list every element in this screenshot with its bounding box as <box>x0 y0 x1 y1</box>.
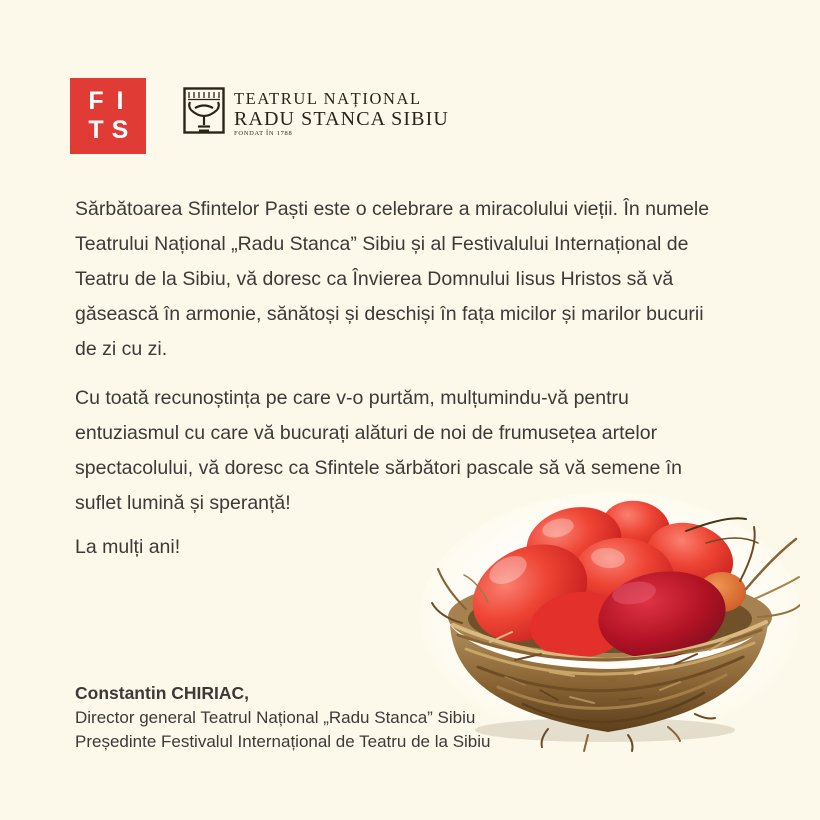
message-line: găsească în armonie, sănătoși și deschiși în fața micilor și marilor bucurii <box>75 303 704 325</box>
message-line: La mulți ani! <box>75 536 181 558</box>
message-line: Cu toată recunoștința pe care v-o purtăm, mulțumindu-vă pentru <box>75 387 629 409</box>
signatory-name: Constantin CHIRIAC, <box>75 683 250 703</box>
signature-block <box>75 681 491 754</box>
paragraph-1 <box>75 192 755 367</box>
theatre-founded-label: FONDAT ÎN 1788 <box>234 130 293 137</box>
message-line: Teatru de la Sibiu, vă doresc ca Învierea Domnului Iisus Hristos să vă <box>75 268 674 290</box>
message-line: de zi cu zi. <box>75 338 168 360</box>
fits-letter: I <box>116 87 124 115</box>
message-line: suflet lumină și speranță! <box>75 492 291 514</box>
theatre-name-line2: RADU STANCA SIBIU <box>234 108 449 130</box>
theatre-emblem-icon <box>183 87 225 139</box>
message-line: spectacolului, vă doresc ca Sfintele sărbători pascale să vă semene în <box>75 457 682 479</box>
signatory-title-2: Președinte Festivalul Internațional de Teatru de la Sibiu <box>75 732 491 751</box>
theatre-logo <box>183 87 449 139</box>
fits-letter: S <box>111 116 129 144</box>
signatory-title-1: Director general Teatrul Național „Radu Stanca” Sibiu <box>75 708 476 727</box>
theatre-name-line1: TEATRUL NAȚIONAL <box>234 89 422 108</box>
message-line: Sărbătoarea Sfintelor Paști este o celebrare a miracolului vieții. În numele <box>75 198 710 220</box>
message-line: entuziasmul cu care vă bucurați alături de noi de frumusețea artelor <box>75 422 658 444</box>
fits-letter: F <box>88 87 104 115</box>
fits-letter: T <box>88 116 104 144</box>
fits-logo <box>70 78 146 154</box>
message-line: Teatrului Național „Radu Stanca” Sibiu și al Festivalului Internațional de <box>75 233 689 255</box>
